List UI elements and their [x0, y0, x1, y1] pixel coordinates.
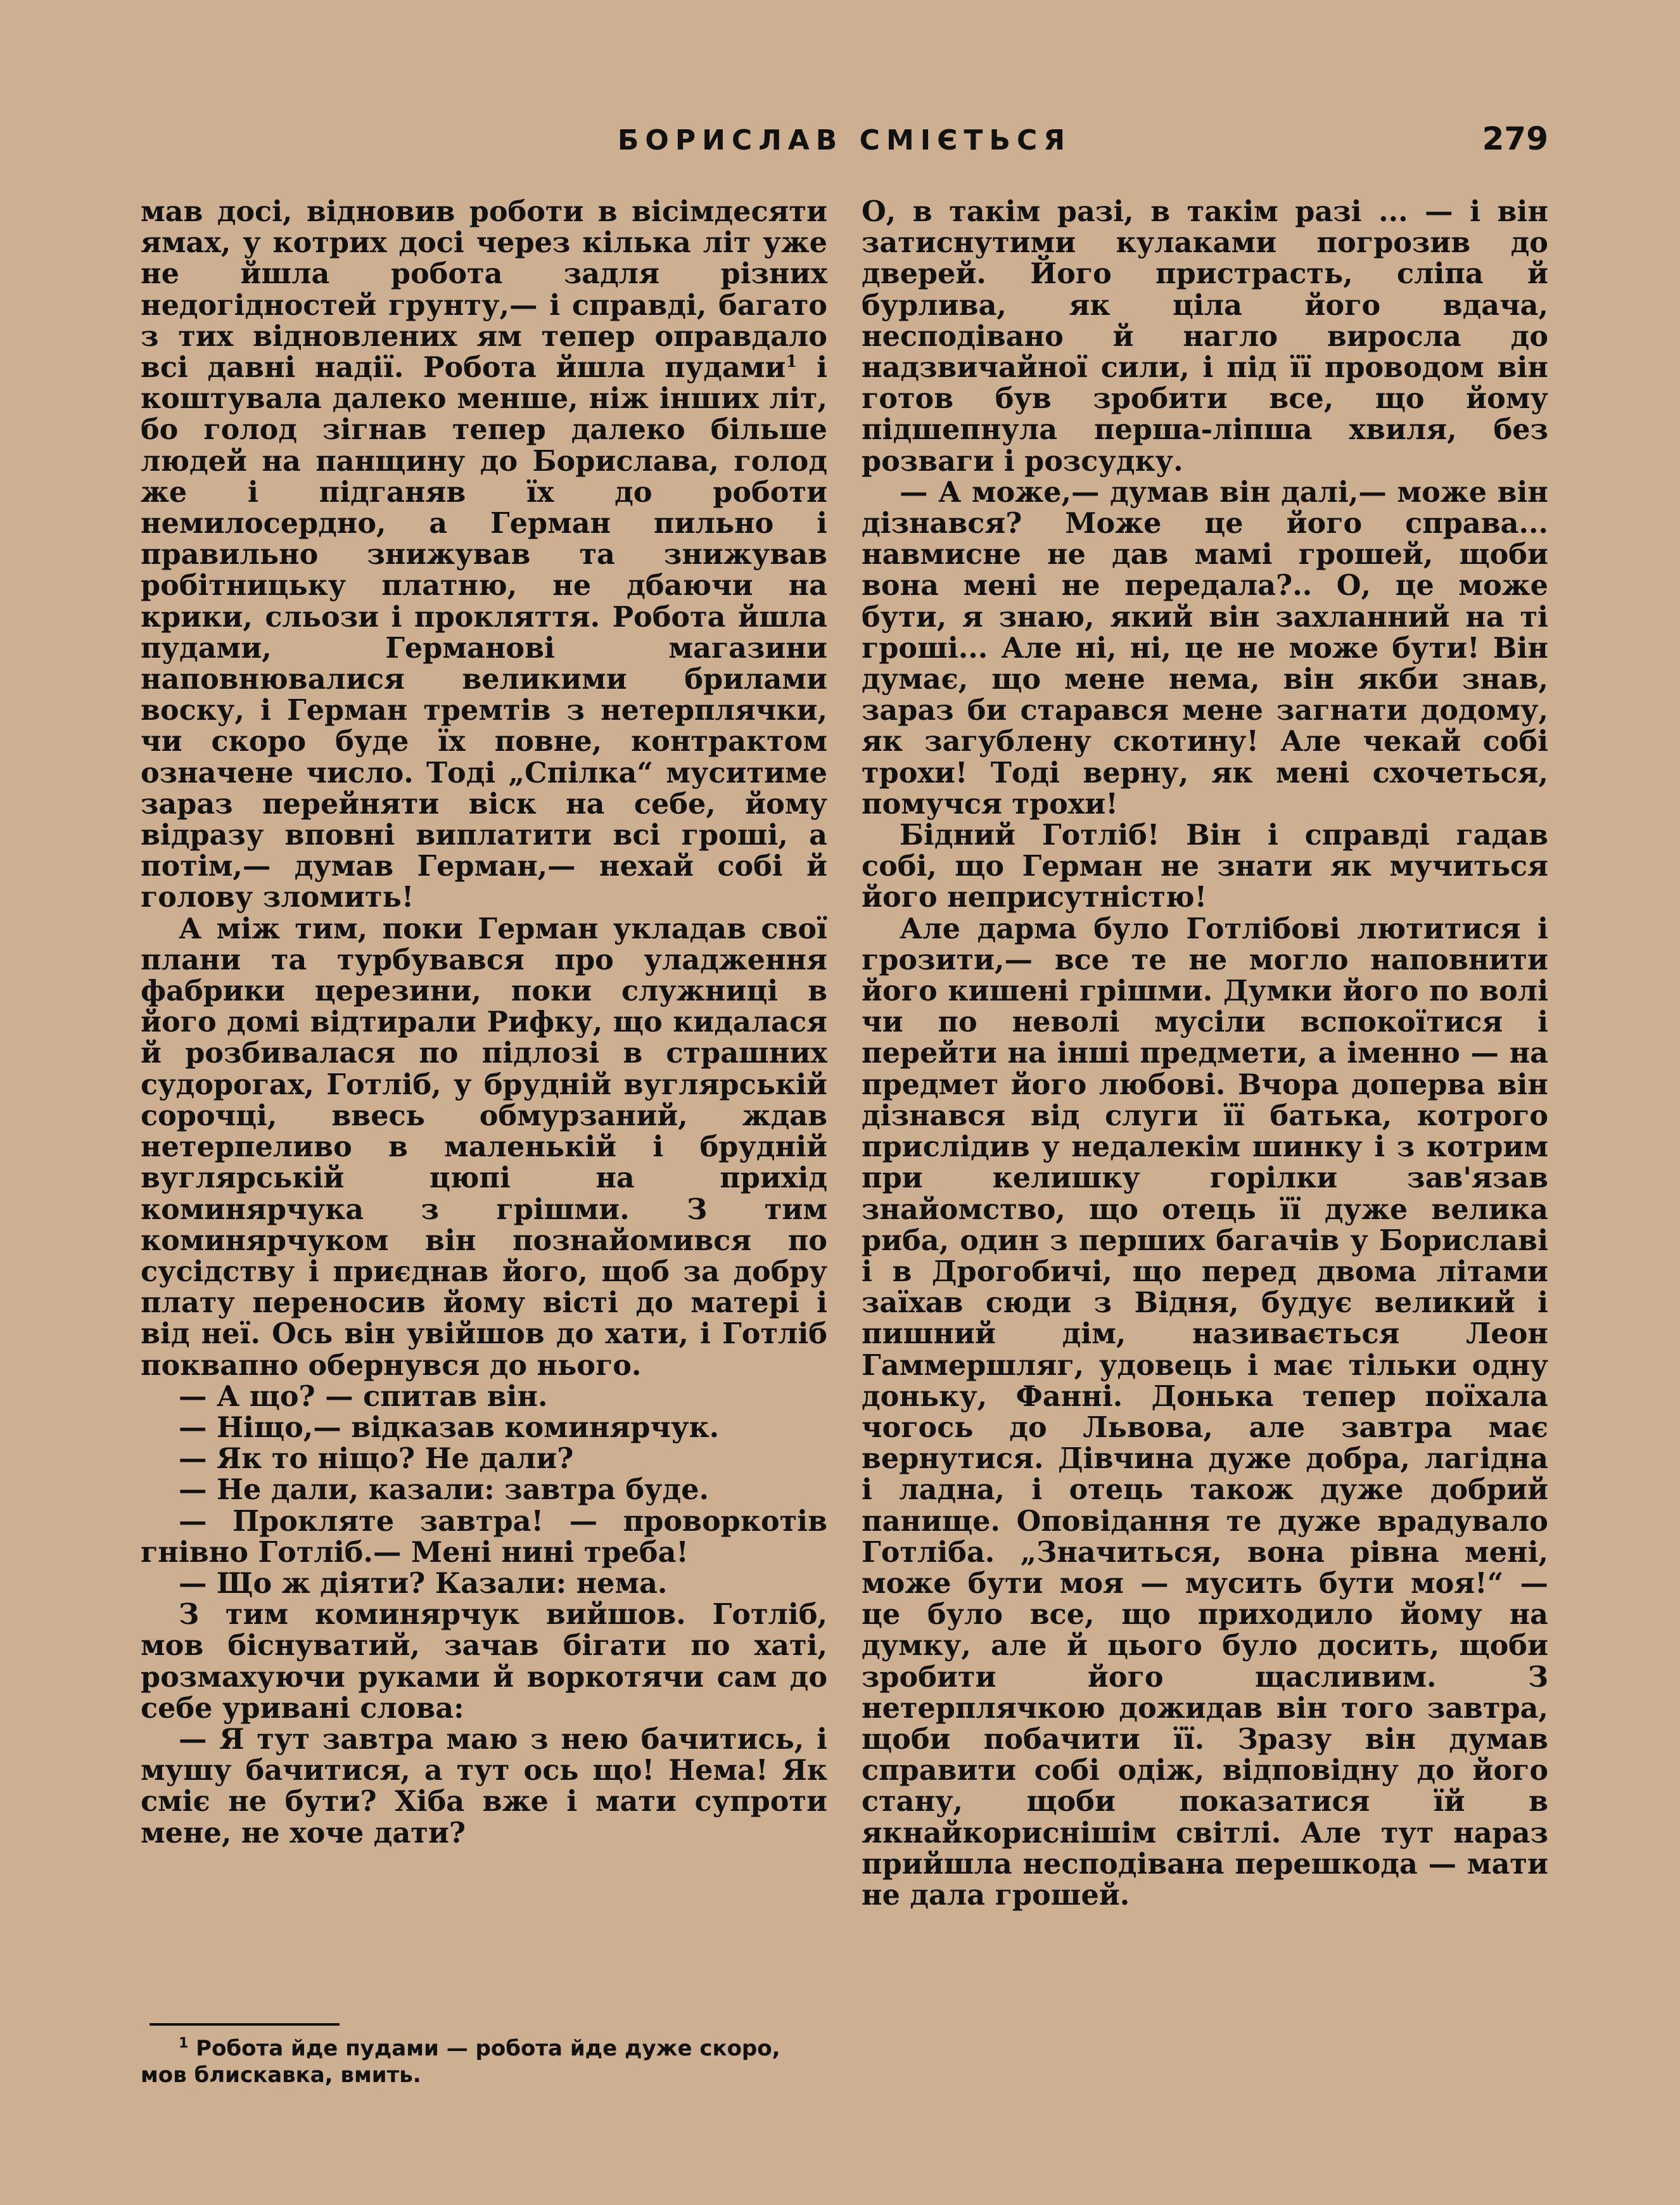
dialogue-line: — Як то нiщо? Не дали? [179, 1442, 574, 1476]
left-column [141, 196, 827, 1849]
page-header [141, 120, 1548, 162]
paragraph: — Я тут завтра маю з нею бачитись, і мушу бачитися, а тут ось що! Нема! Як сміє не бути? Хіба вже і мати супроти мене, не хоче дати? [141, 1722, 827, 1850]
paragraph-text: мав досі, відновив роботи в вісімдесяти ямах, у котрих досі через кілька літ уже не йшла робота задля різних недогідностей грунту,— і справді, багато з тих відновлених ям тепер оправдало всі давні надії. Робота йшла пудами [141, 195, 827, 385]
paragraph [141, 196, 827, 914]
dialogue-line: — Прокляте завтра! — проворкотів гнівно Готліб.— Мені нині треба! [141, 1504, 827, 1569]
paragraph: Бідний Готліб! Він і справді гадав собі, що Герман не знати як мучиться його неприсутністю! [862, 819, 1548, 914]
running-title: БОРИСЛАВ СМІЄТЬСЯ [617, 124, 1072, 157]
footnote-text: Робота йде пудами — робота йде дуже скоро, мов блискавка, вмить. [141, 2036, 780, 2088]
dialogue-line: — Що ж діяти? Казали: нема. [179, 1566, 668, 1600]
footnote-mark: 1 [179, 2035, 189, 2052]
footnote-divider [150, 2023, 340, 2026]
paragraph-text: і коштувала далеко менше, ніж інших літ, бо голод зігнав тепер далеко більше людей на панщину до Борислава, голод же і підганяв їх до роботи немилосердно, а Герман пильно і правильно знижував та знижував робітницьку платню, не дбаючи на крики, сльози і прокляття. Робота йшла пудами, Германові магазини наповнювалися великими брилами воску, і Герман тремтів з нетерплячки, чи скоро буде їх повне, контрактом означене число. Тоді „Спілка“ муситиме зараз перейняти віск на себе, йому відразу вповні виплатити всі гроші, а потім,— думав Герман,— нехай собі й голову зломить! [141, 351, 827, 914]
right-column [862, 196, 1548, 1911]
paragraph: З тим коминярчук вийшов. Готліб, мов біснуватий, зачав бігати по хаті, розмахуючи руками й воркотячи сам до себе уривані слова: [141, 1598, 827, 1725]
footnote [141, 2035, 827, 2088]
page-number: 279 [1482, 120, 1548, 157]
footnote-reference: 1 [786, 352, 798, 372]
dialogue-line: — Не дали, казали: завтра буде. [179, 1473, 710, 1507]
dialogue-line: — А що? — спитав він. [179, 1379, 548, 1413]
paragraph: А між тим, поки Герман укладав свої плани та турбувався про уладження фабрики церезини, поки служниці в його домі відтирали Рифку, що кидалася й розбивалася по підлозі в страшних судорогах, Готліб, у брудній вуглярській сорочці, ввесь обмурзаний, ждав нетерпеливо в маленькій і брудній вуглярській цюпі на прихід коминярчука з грішми. З тим коминярчуком він познайомився по сусідству і приєднав його, щоб за добру плату переносив йому вісті до матері і від неї. Ось він увійшов до хати, і Готліб поквапно обернувся до нього. [141, 912, 827, 1382]
paragraph: — А може,— думав він далі,— може він дізнався? Може це його справа... навмисне не дав мамі грошей, щоби вона мені не передала?.. О, це може бути, я знаю, який він захланний на ті гроші... Але ні, ні, це не може бути! Він думає, що мене нема, він якби знав, зараз би старався мене загнати додому, як загублену скотину! Але чекай собі трохи! Тоді верну, як мені схочеться, помучся трохи! [862, 475, 1548, 821]
paragraph: О, в такім разі, в такім разі ... — і він затиснутими кулаками погрозив до дверей. Його пристрасть, сліпа й бурлива, як ціла його вдача, несподівано й нагло виросла до надзвичайної сили, і під її проводом він готов був зробити все, що йому підшепнула перша-ліпша хвиля, без розваги і розсудку. [862, 195, 1548, 478]
dialogue-line: — Нiщо,— відказав коминярчук. [179, 1410, 720, 1444]
paragraph: Але дарма було Готлібові лютитися і грозити,— все те не могло наповнити його кишені грішми. Думки його по волі чи по неволі мусіли вспокоїтися і перейти на інші предмети, а іменно — на предмет його любові. Вчора допервa він дізнався від слуги її батька, котрого прислідив у недалекім шинку і з котрим при келишку горілки зав'язав знайомство, що отець її дуже велика риба, один з перших багачів у Бориславі і в Дрогобичі, що перед двома літами заїхав сюди з Відня, будує великий і пишний дім, називається Леон Гаммершляг, удовець і має тільки одну доньку, Фанні. Донька тепер поїхала чогось до Львова, але завтра має вернутися. Дівчина дуже добра, лагідна і ладна, і отець також дуже добрий панище. Оповідання те дуже врадувало Готліба. „Значиться, вона рівна мені, може бути моя — мусить бути моя!“ — це було все, що приходило йому на думку, але й цього було досить, щоби зробити його щасливим. З нетерплячкою дожидав він того завтра, щоби побачити її. Зразу він думав справити собі одіж, відповідну до його стану, щоби показатися їй в якнайкориснішім світлі. Але тут нараз прийшла несподівана перешкода — мати не дала грошей. [862, 912, 1548, 1912]
